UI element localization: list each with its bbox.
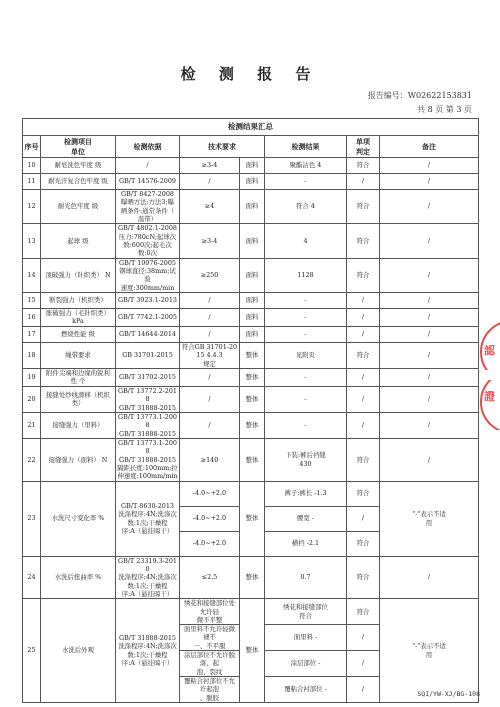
cell-note: / <box>380 326 479 342</box>
table-row <box>23 556 479 599</box>
cell-item: 接缝强力（里料） <box>41 412 116 438</box>
cell-judge: 符合 <box>347 258 380 292</box>
cell-item: 断裂强力（机织类） <box>41 292 116 308</box>
cell-part: 整体 <box>240 386 265 412</box>
cell-item: 水洗后扭曲率 % <box>41 556 116 599</box>
cell-item: 耐光色牢度 级 <box>41 190 116 224</box>
cell-part: 整体 <box>240 368 265 386</box>
table-row <box>23 368 479 386</box>
cell-note: / <box>380 368 479 386</box>
cell-part: 面料 <box>240 174 265 190</box>
cell-requirement: 覆粘合衬部位不允许起泡 、脱胶 <box>180 677 240 703</box>
cell-result: - <box>265 174 347 190</box>
table-row <box>23 326 479 342</box>
cell-result: - <box>265 326 347 342</box>
table-row <box>23 412 479 438</box>
cell-result: - <box>265 412 347 438</box>
table-row <box>23 481 479 506</box>
cell-requirement: -4.0~+2.0 <box>180 506 240 531</box>
cell-basis: GB/T 31888-2015 洗涤程序:4N;洗涤次 数:1次;干燥程 序:A（悬挂晾干） <box>116 599 180 703</box>
table-row <box>23 258 479 292</box>
cell-note: / <box>380 412 479 438</box>
cell-result: 横档 -2.1 <box>265 531 347 556</box>
cell-item: 接缝处纱线滑移（机织 类） <box>41 386 116 412</box>
table-row <box>23 438 479 481</box>
cell-basis: GB/T 7742.1-2005 <box>116 308 180 326</box>
cell-judge: / <box>347 386 380 412</box>
cell-requirement: / <box>180 292 240 308</box>
cell-item: 绳带要求 <box>41 342 116 368</box>
cell-no: 21 <box>23 412 41 438</box>
table-caption: 检测结果汇总 <box>23 119 479 136</box>
cell-result: 面里料 - <box>265 625 347 651</box>
cell-judge: 符合 <box>347 224 380 258</box>
cell-basis: GB/T 23319.3-2010 洗涤程序:4N;洗涤次 数:1次;干燥程 序:A（悬挂晾干） <box>116 556 180 599</box>
cell-no: 15 <box>23 292 41 308</box>
report-number: 报告编号：W02622153831 <box>367 91 472 100</box>
cell-no: 18 <box>23 342 41 368</box>
cell-result: - <box>265 368 347 386</box>
cell-basis: GB/T 13773.1-2008 GB/T 31888-2015 隔距长度:100mm;拉 伸速度:100mm/min <box>117 438 178 481</box>
cell-judge: 符合 <box>347 599 380 625</box>
seal-stamp-bottom: 證 <box>480 380 500 430</box>
report-title: 检 测 报 告 <box>180 65 320 83</box>
cell-no: 17 <box>23 326 41 342</box>
cell-item: 胀破强力（毛针织类） kPa <box>41 308 116 326</box>
cell-note: / <box>380 342 479 368</box>
footer-code: SQI/YW-XJ/BG-108 <box>417 690 480 698</box>
cell-requirement: ≥3-4 <box>180 158 240 174</box>
cell-requirement: / <box>180 386 240 412</box>
col-header-no: 序号 <box>23 136 41 158</box>
cell-result: - <box>265 292 347 308</box>
col-header-basis: 检测依据 <box>116 136 180 158</box>
cell-basis: GB/T 19976-2005 钢球直径:38mm;试验 速度:300mm/min <box>116 258 180 292</box>
cell-requirement: / <box>180 368 240 386</box>
col-header-result: 检测结果 <box>265 136 347 158</box>
cell-judge: 符合 <box>347 481 380 506</box>
cell-basis: GB/T 13773.1-2008 GB/T 31888-2015 <box>116 412 180 438</box>
page-info: 共 8 页 第 3 页 <box>417 105 472 114</box>
cell-judge: / <box>347 625 380 651</box>
cell-part: 面料 <box>240 190 265 224</box>
cell-requirement: 绣花和接缝部位处允许轻 微不平整 <box>180 599 240 625</box>
table-row <box>23 158 479 174</box>
table-row <box>23 386 479 412</box>
cell-result: 见附页 <box>265 342 347 368</box>
cell-result: 4 <box>265 224 347 258</box>
cell-no: 25 <box>23 599 41 703</box>
cell-judge: 符合 <box>347 531 380 556</box>
cell-note: / <box>380 158 479 174</box>
cell-note: / <box>380 386 479 412</box>
cell-basis: GB/T 31702-2015 <box>116 368 180 386</box>
cell-item: 耐光汗复合色牢度 级 <box>41 174 116 190</box>
cell-judge: 符合 <box>347 556 380 599</box>
cell-part: 面料 <box>240 224 265 258</box>
cell-result: 腰宽 - <box>265 506 347 531</box>
cell-item: 耐皂洗色牢度 级 <box>41 158 116 174</box>
cell-no: 12 <box>23 190 41 224</box>
cell-part: 面料 <box>240 258 265 292</box>
cell-requirement: -4.0~+2.0 <box>180 481 240 506</box>
cell-result: 下装:裤后裆缝 430 <box>265 438 347 481</box>
cell-result: 绣花和接缝部位 符合 <box>265 599 347 625</box>
col-header-item: 检测项目 单位 <box>41 136 116 158</box>
cell-basis: GB/T 8630-2013 洗涤程序:4N;洗涤次 数:1次;干燥程 序:A（悬挂晾干） <box>116 481 180 556</box>
table-row <box>23 224 479 258</box>
cell-note: / <box>380 190 479 224</box>
cell-requirement: 面里料不允许轻微褪不 一、不平服 <box>180 625 240 651</box>
cell-requirement: ≥250 <box>180 258 240 292</box>
cell-part: 面料 <box>240 326 265 342</box>
cell-no: 24 <box>23 556 41 599</box>
cell-no: 13 <box>23 224 41 258</box>
cell-basis: GB/T 13772.2-2018 GB/T 31888-2015 <box>116 386 180 412</box>
cell-judge: / <box>347 412 380 438</box>
cell-note: / <box>380 292 479 308</box>
cell-judge: / <box>347 368 380 386</box>
cell-judge: / <box>347 506 380 531</box>
cell-part: 面料 <box>240 158 265 174</box>
cell-item: 接缝强力（面料） N <box>41 438 116 481</box>
cell-basis: GB/T 3923.1-2013 <box>116 292 180 308</box>
cell-requirement: / <box>180 308 240 326</box>
cell-item: 水洗后外观 <box>41 599 116 703</box>
cell-requirement: ≥4 <box>180 190 240 224</box>
cell-item: 起球 级 <box>41 224 116 258</box>
cell-result: - <box>265 308 347 326</box>
cell-note: / <box>380 556 479 599</box>
cell-judge: 符合 <box>347 158 380 174</box>
cell-part: 整体 <box>240 342 265 368</box>
cell-requirement: ≤2.5 <box>180 556 240 599</box>
cell-note: / <box>380 258 479 292</box>
cell-judge: / <box>347 308 380 326</box>
cell-item: 附件尖端和边缘的锐利 性 个 <box>41 368 116 386</box>
cell-basis: GB/T 4802.1-2008 压力:780cN;起球次 数:600次;起毛次 数:0次 <box>116 224 180 258</box>
cell-requirement: 符合GB 31701-2015 4.4.3 规定 <box>180 342 240 368</box>
cell-result: 覆粘合衬部位 - <box>265 677 347 703</box>
cell-judge: / <box>347 292 380 308</box>
cell-judge: / <box>347 174 380 190</box>
seal-stamp-top: 認 <box>480 320 500 370</box>
table-row <box>23 599 479 625</box>
cell-basis: GB/T 14576-2009 <box>116 174 180 190</box>
cell-result: 聚酯沾色 4 <box>265 158 347 174</box>
cell-no: 20 <box>23 386 41 412</box>
cell-note: / <box>380 224 479 258</box>
cell-requirement: ≥140 <box>180 438 240 481</box>
cell-result: 裤子:裤长 -1.3 <box>265 481 347 506</box>
col-header-judge: 单项 判定 <box>347 136 380 158</box>
cell-requirement: -4.0~+2.0 <box>180 531 240 556</box>
cell-note: / <box>380 438 479 481</box>
cell-item: 水洗尺寸变化率 % <box>41 481 116 556</box>
cell-basis: GB 31701-2015 <box>116 342 180 368</box>
col-header-requirement: 技术要求 <box>180 136 265 158</box>
cell-part: 整体 <box>240 481 265 556</box>
cell-judge: 符合 <box>347 190 380 224</box>
cell-part: 整体 <box>240 412 265 438</box>
cell-requirement: / <box>180 412 240 438</box>
cell-no: 22 <box>23 438 41 481</box>
cell-no: 19 <box>23 368 41 386</box>
cell-result: 符合 4 <box>265 190 347 224</box>
cell-requirement: 涂层部位不允许脱落、起 泡、裂纹 <box>180 651 240 677</box>
cell-requirement: / <box>180 326 240 342</box>
cell-note: / <box>380 308 479 326</box>
cell-part: 面料 <box>240 308 265 326</box>
cell-judge: / <box>347 326 380 342</box>
cell-result: 涂层部位 - <box>265 651 347 677</box>
cell-no: 16 <box>23 308 41 326</box>
cell-requirement: ≥3-4 <box>180 224 240 258</box>
table-row <box>23 308 479 326</box>
cell-no: 10 <box>23 158 41 174</box>
cell-item: 燃烧性能 级 <box>41 326 116 342</box>
cell-basis: GB/T 14644-2014 <box>116 326 180 342</box>
table-row <box>23 292 479 308</box>
header-row <box>23 136 479 158</box>
cell-result: 1128 <box>265 258 347 292</box>
table-row <box>23 342 479 368</box>
cell-part: 整体 <box>240 438 265 481</box>
table-row <box>23 174 479 190</box>
cell-result: 0.7 <box>265 556 347 599</box>
cell-part: 整体 <box>240 599 265 703</box>
col-header-note: 备注 <box>380 136 479 158</box>
cell-part: 整体 <box>240 556 265 599</box>
cell-item: 顶破强力（针织类） N <box>41 258 116 292</box>
cell-note: "-"表示不适 用 <box>380 481 479 556</box>
cell-no: 14 <box>23 258 41 292</box>
cell-no: 11 <box>23 174 41 190</box>
cell-no: 23 <box>23 481 41 556</box>
cell-basis: / <box>116 158 180 174</box>
cell-requirement: / <box>180 174 240 190</box>
results-table <box>22 118 479 703</box>
cell-result: - <box>265 386 347 412</box>
cell-judge: / <box>347 677 380 703</box>
cell-note: / <box>380 174 479 190</box>
cell-basis: GB/T 8427-2008 曝晒方法:方法3;曝 晒条件:通常条件（ 温带） <box>116 190 180 224</box>
table-row <box>23 190 479 224</box>
cell-judge: 符合 <box>347 342 380 368</box>
cell-note: "-"表示不适 用 <box>380 599 479 703</box>
cell-judge: 符合 <box>347 438 380 481</box>
cell-judge: / <box>347 651 380 677</box>
cell-part: 面料 <box>240 292 265 308</box>
